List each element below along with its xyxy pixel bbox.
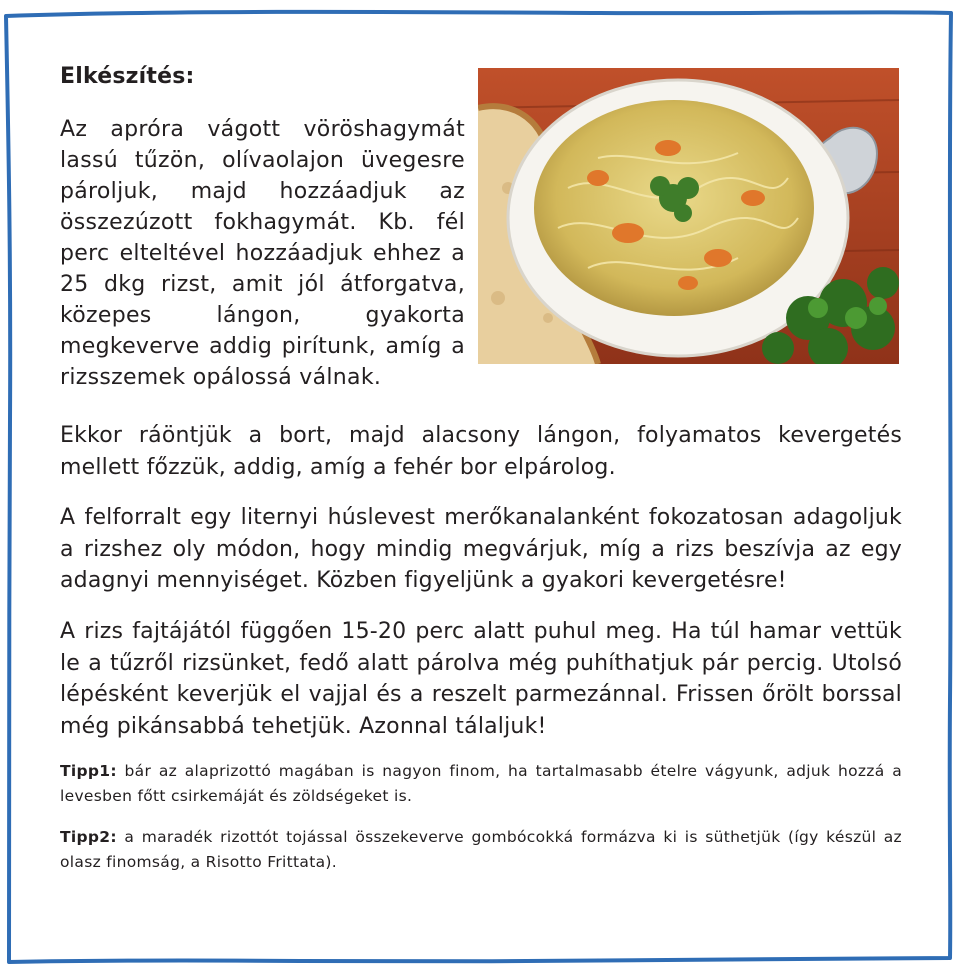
intro-paragraph: Az apróra vágott vöröshagymát lassú tűzön, olívaolajon üvegesre pároljuk, majd hozzáadjuk az összezúzott fokhagymát. Kb. fél perc elteltével hozzáadjuk ehhez a 25 dkg rizst, amit jól átforgatva, közepes lángon, gyakorta megkeverve addig pirítunk, amíg a rizsszemek opálossá válnak. — [60, 117, 465, 390]
tip-1 — [60, 759, 902, 809]
tip-2-text: a maradék rizottót tojással összekeverve gombócokká formázva ki is süthetjük (így készül az olasz finomság, a Risotto Frittata). — [60, 828, 902, 871]
paragraph-broth: A felforralt egy liternyi húslevest merőkanalanként fokozatosan adagoljuk a rizshez oly módon, hogy mindig megvárjuk, míg a rizs beszívja az egy adagnyi mennyiséget. Közben figyeljünk a gyakori kevergetésre! — [60, 505, 902, 593]
tip-2 — [60, 825, 902, 875]
tip-2-label: Tipp2: — [60, 828, 117, 846]
tip-1-label: Tipp1: — [60, 762, 117, 780]
section-heading: Elkészítés: — [60, 64, 195, 89]
tip-1-text: bár az alaprizottó magában is nagyon finom, ha tartalmasabb ételre vágyunk, adjuk hozzá a levesben főtt csirkemáját és zöldségeket is. — [60, 762, 902, 805]
soup-photo — [478, 68, 899, 364]
paragraph-finish: A rizs fajtájától függően 15-20 perc alatt puhul meg. Ha túl hamar vettük le a tűzről rizsünket, fedő alatt párolva még puhíthatjuk pár percig. Utolsó lépésként keverjük el vajjal és a reszelt parmezánnal. Frissen őrölt borssal még pikánsabbá tehetjük. Azonnal tálaljuk! — [60, 619, 902, 739]
paragraph-wine: Ekkor ráöntjük a bort, majd alacsony lángon, folyamatos kevergetés mellett főzzük, addig, amíg a fehér bor elpárolog. — [60, 423, 902, 480]
